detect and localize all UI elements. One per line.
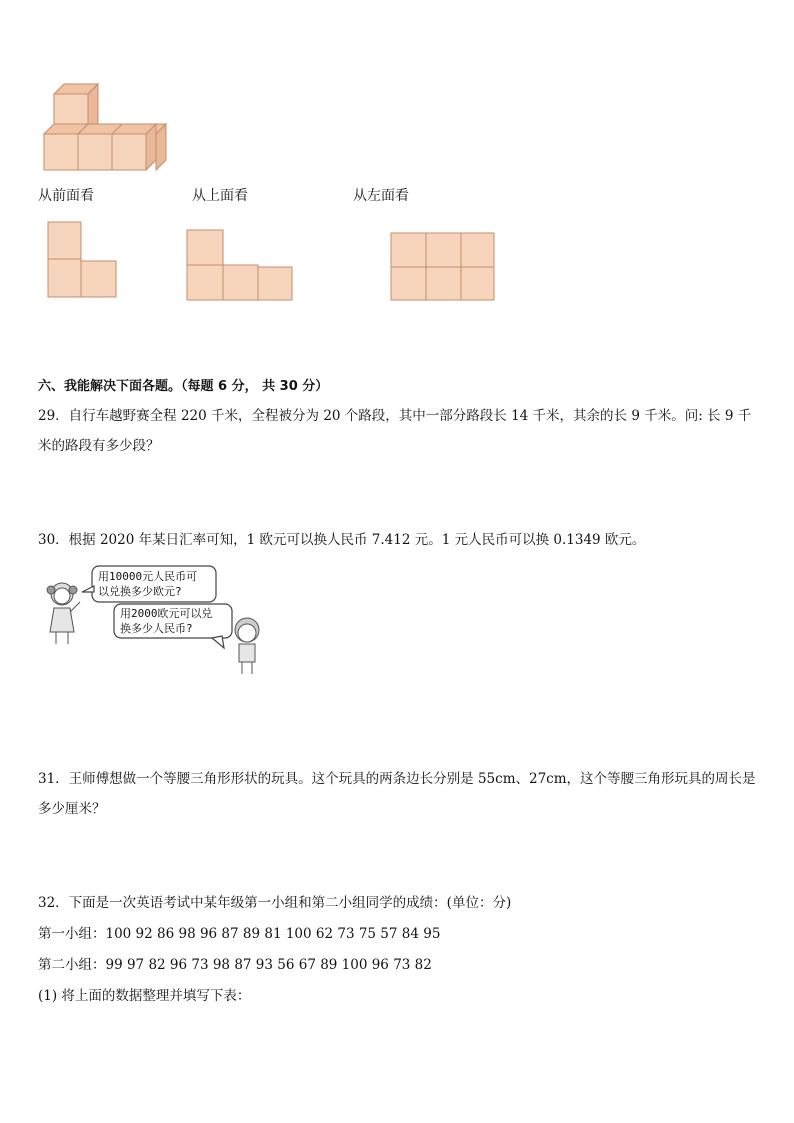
question-30-line-1: 30．根据 2020 年某日汇率可知，1 欧元可以换人民币 7.412 元。1 元人民币可以换 0.1349 欧元。 xyxy=(38,532,646,548)
group-2-scores: 第二小组：99 97 82 96 73 98 87 93 56 67 89 100 96 73 82 xyxy=(38,957,432,973)
front-view-figure xyxy=(46,220,120,300)
boy-bubble-line-2: 换多少人民币? xyxy=(120,622,193,635)
girl-bubble-line-2: 以兑换多少欧元? xyxy=(98,585,182,598)
top-view-label: 从上面看 xyxy=(192,188,248,204)
question-29-line-1: 29．自行车越野赛全程 220 千米，全程被分为 20 个路段，其中一部分路段长 14 千米，其余的长 9 千米。问: 长 9 千 xyxy=(38,408,752,424)
section-heading: 六、我能解决下面各题。（每题 6 分， 共 30 分） xyxy=(38,379,329,394)
question-29-line-2: 米的路段有多少段？ xyxy=(38,438,160,454)
question-31-line-2: 多少厘米？ xyxy=(38,801,106,817)
question-32-line-1: 32．下面是一次英语考试中某年级第一小组和第二小组同学的成绩：(单位：分) xyxy=(38,895,512,911)
front-view-label: 从前面看 xyxy=(38,188,94,204)
boy-bubble-line-1: 用2000欧元可以兑 xyxy=(120,607,213,620)
left-view-figure xyxy=(389,231,497,303)
cube-stack-figure xyxy=(40,80,175,175)
girl-bubble-line-1: 用10000元人民币可 xyxy=(98,570,198,583)
boy-icon xyxy=(235,618,259,674)
top-view-figure xyxy=(185,228,295,302)
group-1-scores: 第一小组：100 92 86 98 96 87 89 81 100 62 73 75 57 84 95 xyxy=(38,926,441,942)
question-31-line-1: 31．王师傅想做一个等腰三角形形状的玩具。这个玩具的两条边长分别是 55cm、27cm，这个等腰三角形玩具的周长是 xyxy=(38,771,756,787)
left-view-label: 从左面看 xyxy=(353,188,409,204)
question-32-sub-1: (1) 将上面的数据整理并填写下表： xyxy=(38,988,251,1004)
girl-icon xyxy=(47,583,80,644)
